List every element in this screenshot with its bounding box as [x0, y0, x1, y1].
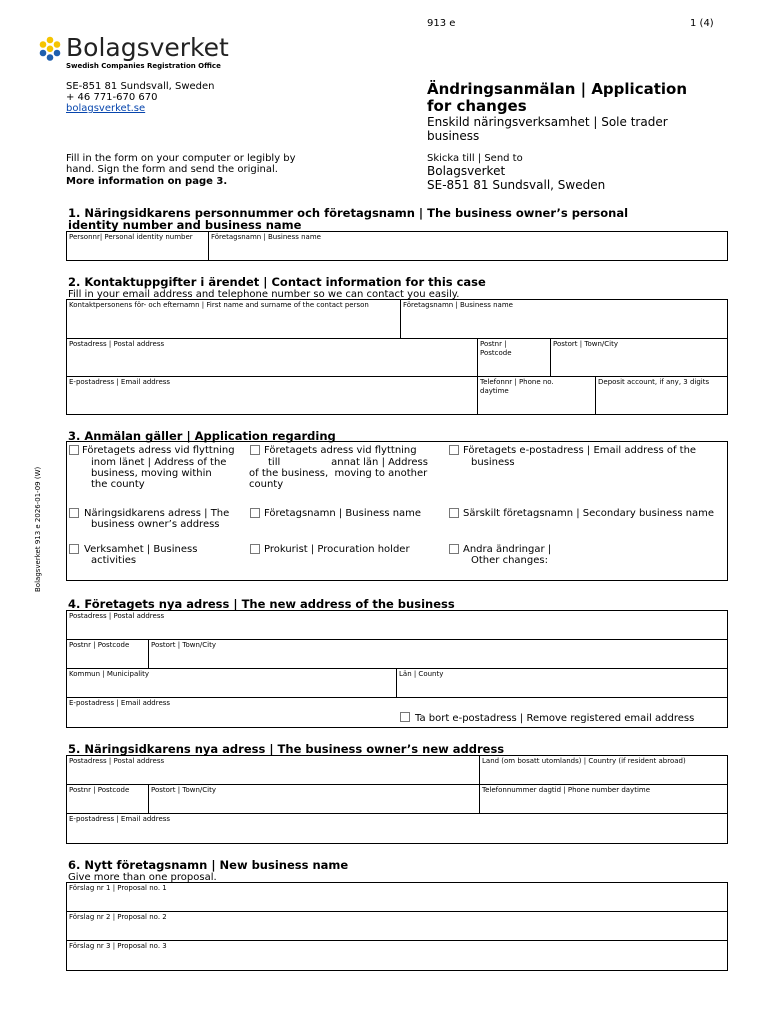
- form-title-line2: for changes: [427, 97, 527, 115]
- town-label: Postort | Town/City: [553, 340, 618, 348]
- option-address-other-county-l3: of the business, moving to another: [249, 468, 428, 479]
- owner-phone-label: Telefonnummer dagtid | Phone number daytime: [482, 786, 651, 794]
- option-business-activities-l2: activities: [91, 555, 137, 566]
- owner-postal-address-field[interactable]: [67, 756, 480, 785]
- new-town-label: Postort | Town/City: [151, 641, 216, 649]
- side-form-id: Bolagsverket 913 e 2026-01-09 (W): [34, 466, 42, 592]
- deposit-account-field[interactable]: [596, 377, 727, 414]
- option-business-email-l1: Företagets e-postadress | Email address of the: [463, 445, 697, 456]
- owner-town-label: Postort | Town/City: [151, 786, 216, 794]
- checkbox-address-within-county[interactable]: [69, 445, 79, 455]
- checkbox-other-changes[interactable]: [449, 544, 459, 554]
- checkbox-remove-email[interactable]: [400, 712, 410, 722]
- personnr-label: Personnr| Personal identity number: [69, 233, 193, 241]
- option-owner-address-l2: business owner’s address: [91, 519, 220, 530]
- county-label: Län | County: [399, 670, 444, 678]
- owner-town-field[interactable]: [149, 785, 480, 814]
- section2-note: Fill in your email address and telephone number so we can contact you easily.: [68, 289, 460, 300]
- section6-note: Give more than one proposal.: [68, 872, 217, 883]
- contact-business-name-field[interactable]: [401, 300, 727, 339]
- new-postal-address-field[interactable]: [67, 611, 727, 640]
- new-postcode-label: Postnr | Postcode: [69, 641, 130, 649]
- proposal2-label: Förslag nr 2 | Proposal no. 2: [69, 913, 167, 921]
- option-business-email-l2: business: [471, 457, 515, 468]
- instructions-line2: hand. Sign the form and send the original.: [66, 164, 278, 175]
- form-subtitle-line1: Enskild näringsverksamhet | Sole trader: [427, 115, 668, 129]
- owner-email-label: E-postadress | Email address: [69, 815, 171, 823]
- new-postal-address-label: Postadress | Postal address: [69, 612, 165, 620]
- contact-business-name-label: Företagsnamn | Business name: [403, 301, 513, 309]
- form-code: 913 e: [427, 18, 456, 29]
- contact-person-label: Kontaktpersonens för- och efternamn | First name and surname of the contact person: [69, 301, 369, 309]
- owner-postcode-label: Postnr | Postcode: [69, 786, 130, 794]
- sender-address: SE-851 81 Sundsvall, Sweden: [66, 81, 215, 92]
- section5-heading: 5. Näringsidkarens nya adress | The business owner’s new address: [68, 742, 505, 756]
- checkbox-address-other-county[interactable]: [250, 445, 260, 455]
- section1-fields: [66, 231, 728, 261]
- sender-website-link[interactable]: [66, 103, 145, 115]
- option-address-other-county-l1: Företagets adress vid flyttning: [264, 445, 417, 456]
- send-to-label: Skicka till | Send to: [427, 153, 523, 164]
- new-postcode-field[interactable]: [67, 640, 149, 669]
- section6-heading: 6. Nytt företagsnamn | New business name: [68, 858, 349, 872]
- owner-country-label: Land (om bosatt utomlands) | Country (if resident abroad): [482, 757, 686, 765]
- website-link[interactable]: bolagsverket.se: [66, 103, 146, 114]
- business-name-field[interactable]: [209, 232, 727, 260]
- form-title-line1: Ändringsanmälan | Application: [427, 80, 688, 98]
- municipality-field[interactable]: [67, 669, 397, 698]
- logo-subtitle: Swedish Companies Registration Office: [66, 62, 221, 70]
- personnr-field[interactable]: [67, 232, 209, 260]
- new-email-label: E-postadress | Email address: [69, 699, 171, 707]
- option-address-within-county-l1: Företagets adress vid flyttning: [82, 445, 235, 456]
- contact-person-field[interactable]: [67, 300, 401, 339]
- proposal1-label: Förslag nr 1 | Proposal no. 1: [69, 884, 167, 892]
- section2-fields: [66, 299, 728, 415]
- page-number: 1 (4): [690, 18, 714, 29]
- option-address-within-county-l3: business, moving within: [91, 468, 212, 479]
- option-other-changes-l1: Andra ändringar |: [463, 544, 552, 555]
- owner-email-field[interactable]: [67, 814, 727, 843]
- checkbox-owner-address[interactable]: [69, 508, 79, 518]
- section3-heading: 3. Anmälan gäller | Application regarding: [68, 429, 336, 443]
- checkbox-business-activities[interactable]: [69, 544, 79, 554]
- section4-fields: [66, 610, 728, 728]
- business-name-label: Företagsnamn | Business name: [211, 233, 321, 241]
- send-to-name: Bolagsverket: [427, 164, 506, 178]
- proposal3-field[interactable]: [67, 941, 727, 970]
- checkbox-business-name[interactable]: [250, 508, 260, 518]
- option-other-changes-l2: Other changes:: [471, 555, 548, 566]
- instructions-line1: Fill in the form on your computer or legibly by: [66, 153, 296, 164]
- postal-address-label: Postadress | Postal address: [69, 340, 165, 348]
- email-field[interactable]: [67, 377, 478, 414]
- section2-heading: 2. Kontaktuppgifter i ärendet | Contact information for this case: [68, 275, 486, 289]
- form-subtitle-line2: business: [427, 129, 480, 143]
- proposal1-field[interactable]: [67, 883, 727, 912]
- remove-email-label: Ta bort e-postadress | Remove registered email address: [415, 713, 695, 724]
- owner-phone-field[interactable]: [480, 785, 727, 814]
- section4-heading: 4. Företagets nya adress | The new address of the business: [68, 597, 455, 611]
- option-secondary-business-name: Särskilt företagsnamn | Secondary business name: [463, 508, 715, 519]
- proposal3-label: Förslag nr 3 | Proposal no. 3: [69, 942, 167, 950]
- owner-country-field[interactable]: [480, 756, 727, 785]
- owner-postal-address-label: Postadress | Postal address: [69, 757, 165, 765]
- checkbox-secondary-business-name[interactable]: [449, 508, 459, 518]
- bolagsverket-logo-icon: [38, 36, 62, 62]
- instructions-more-info: More information on page 3.: [66, 176, 228, 187]
- postcode-label: Postnr | Postcode: [480, 340, 512, 357]
- logo-wordmark: Bolagsverket: [66, 33, 229, 62]
- option-business-name: Företagsnamn | Business name: [264, 508, 422, 519]
- proposal2-field[interactable]: [67, 912, 727, 941]
- option-owner-address-l1: Näringsidkarens adress | The: [84, 508, 230, 519]
- option-address-within-county-l4: the county: [91, 479, 145, 490]
- option-procuration-holder: Prokurist | Procuration holder: [264, 544, 410, 555]
- owner-postcode-field[interactable]: [67, 785, 149, 814]
- phone-field[interactable]: [478, 377, 596, 414]
- deposit-account-label: Deposit account, if any, 3 digits: [598, 378, 710, 386]
- section1-heading-line2: identity number and business name: [68, 218, 302, 232]
- phone-label: Telefonnr | Phone no. daytime: [480, 378, 554, 395]
- option-address-other-county-l2: till annat län | Address: [268, 457, 428, 468]
- new-town-field[interactable]: [149, 640, 727, 669]
- town-field[interactable]: [551, 339, 727, 377]
- municipality-label: Kommun | Municipality: [69, 670, 150, 678]
- option-address-within-county-l2: inom länet | Address of the: [91, 457, 227, 468]
- section6-fields: [66, 882, 728, 971]
- county-field[interactable]: [397, 669, 727, 698]
- checkbox-business-email[interactable]: [449, 445, 459, 455]
- option-business-activities-l1: Verksamhet | Business: [84, 544, 198, 555]
- email-label: E-postadress | Email address: [69, 378, 171, 386]
- postcode-field[interactable]: [478, 339, 551, 377]
- sender-phone: + 46 771-670 670: [66, 92, 158, 103]
- send-to-address: SE-851 81 Sundsvall, Sweden: [427, 178, 606, 192]
- section5-fields: [66, 755, 728, 844]
- postal-address-field[interactable]: [67, 339, 478, 377]
- section1-heading-line1: 1. Näringsidkarens personnummer och företagsnamn | The business owner’s personal: [68, 206, 629, 220]
- checkbox-procuration-holder[interactable]: [250, 544, 260, 554]
- option-address-other-county-l4: county: [249, 479, 284, 490]
